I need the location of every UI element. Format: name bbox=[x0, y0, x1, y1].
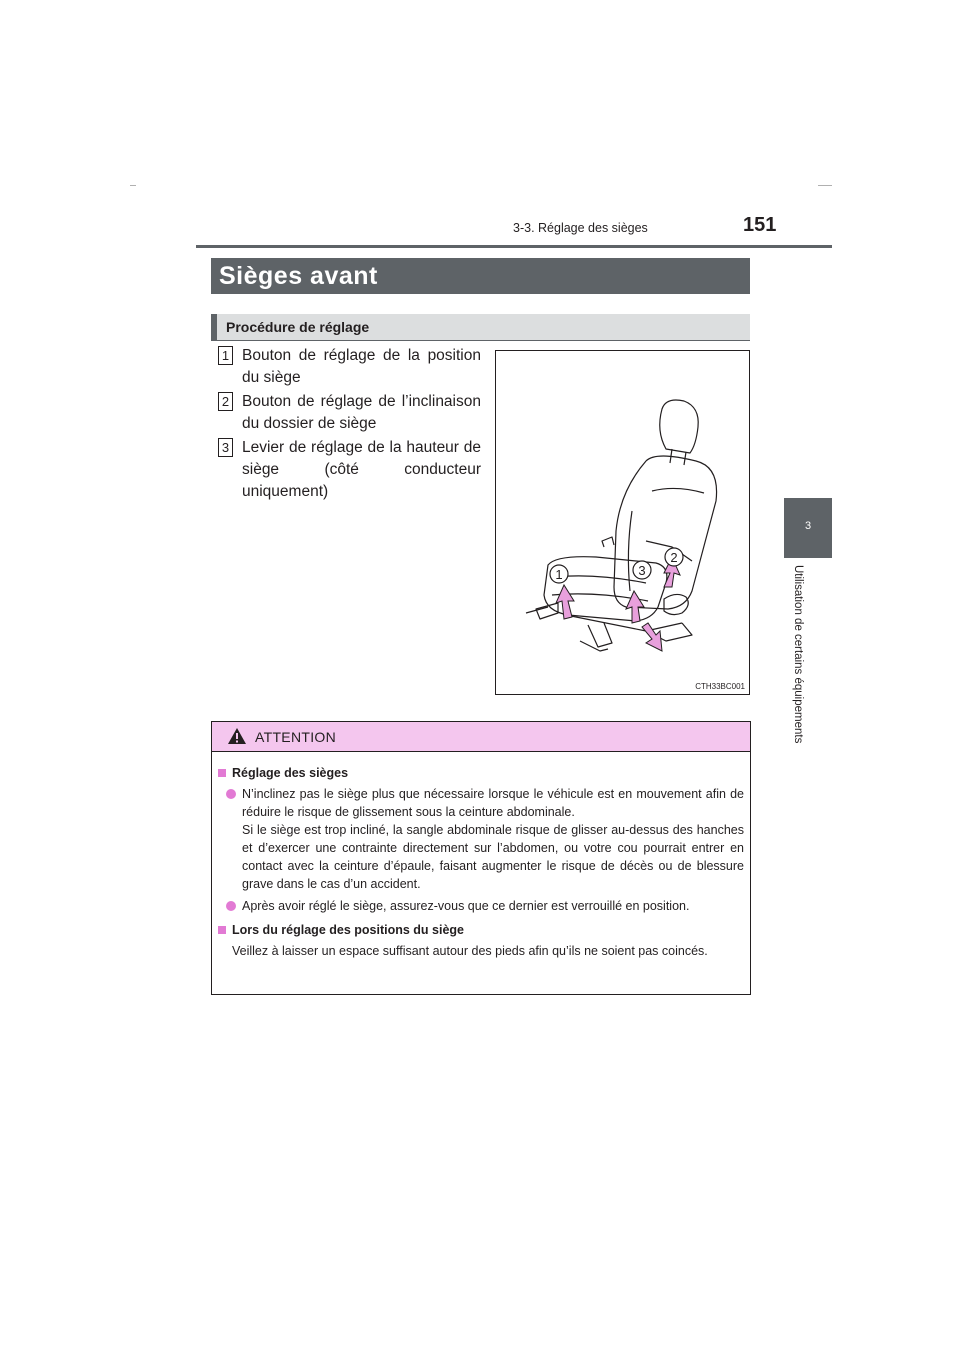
step-text: Levier de réglage de la hauteur de siège (côté conducteur uniquement) bbox=[242, 439, 481, 500]
square-bullet-icon bbox=[218, 769, 226, 777]
header-rule bbox=[196, 245, 832, 248]
chapter-tab bbox=[784, 498, 832, 558]
step-1 bbox=[218, 345, 481, 389]
chapter-number: 3 bbox=[804, 520, 812, 532]
page-number: 151 bbox=[743, 214, 777, 236]
subheader-label: Procédure de réglage bbox=[226, 319, 370, 335]
headrest bbox=[660, 400, 698, 453]
warning-title: ATTENTION bbox=[255, 729, 336, 745]
page-title: Sièges avant bbox=[211, 258, 750, 294]
callout-3: 3 bbox=[638, 563, 646, 578]
step-text: Bouton de réglage de la position du siège bbox=[242, 347, 481, 386]
seat-illustration bbox=[495, 350, 750, 695]
warning-box bbox=[211, 721, 751, 995]
step-number: 2 bbox=[218, 392, 233, 411]
section-path: 3-3. Réglage des sièges bbox=[513, 221, 648, 235]
warning-heading-1: Réglage des sièges bbox=[218, 764, 738, 782]
warning-triangle-icon bbox=[227, 727, 247, 745]
chapter-title: Utilisation de certains équipements bbox=[792, 565, 804, 744]
subheader bbox=[211, 314, 750, 341]
arrow-seat-position bbox=[556, 585, 574, 619]
callout-1: 1 bbox=[555, 567, 563, 582]
crop-mark-right bbox=[818, 185, 832, 186]
arrow-height-down bbox=[642, 623, 662, 651]
callout-2: 2 bbox=[670, 550, 678, 565]
warning-bullet: Après avoir réglé le siège, assurez-vous que ce dernier est verrouillé en position. bbox=[226, 897, 744, 915]
seat-drawing bbox=[496, 351, 749, 694]
step-number: 1 bbox=[218, 346, 233, 365]
square-bullet-icon bbox=[218, 926, 226, 934]
warning-bullet: N’inclinez pas le siège plus que nécessaire lorsque le véhicule est en mouvement afin de réduire le risque de glissement sous la ceinture abdominale. Si le siège est trop incliné, la sangle abdominale risque de glisser au-dessus des hanches et d’exercer une contrainte directement sur l’abdomen, ou votre cou pourrait entrer en contact avec la ceinture d’épaule, faisant augmenter le risque de décès ou de blessure grave dans le cas d’un accident. bbox=[226, 785, 744, 893]
warning-text: Veillez à laisser un espace suffisant autour des pieds afin qu’ils ne soient pas coincés. bbox=[232, 944, 708, 958]
step-number: 3 bbox=[218, 438, 233, 457]
bullet-dot-icon bbox=[226, 901, 236, 911]
step-2 bbox=[218, 391, 481, 435]
warning-header bbox=[212, 722, 750, 752]
crop-mark-left bbox=[130, 185, 136, 186]
recline-knob bbox=[664, 594, 688, 614]
figure-code: CTH33BC001 bbox=[695, 682, 745, 691]
arrow-height-up bbox=[626, 591, 644, 623]
bullet-dot-icon bbox=[226, 789, 236, 799]
warning-heading-2: Lors du réglage des positions du siège bbox=[218, 921, 738, 939]
step-3 bbox=[218, 437, 481, 503]
step-text: Bouton de réglage de l’inclinaison du dossier de siège bbox=[242, 393, 481, 432]
